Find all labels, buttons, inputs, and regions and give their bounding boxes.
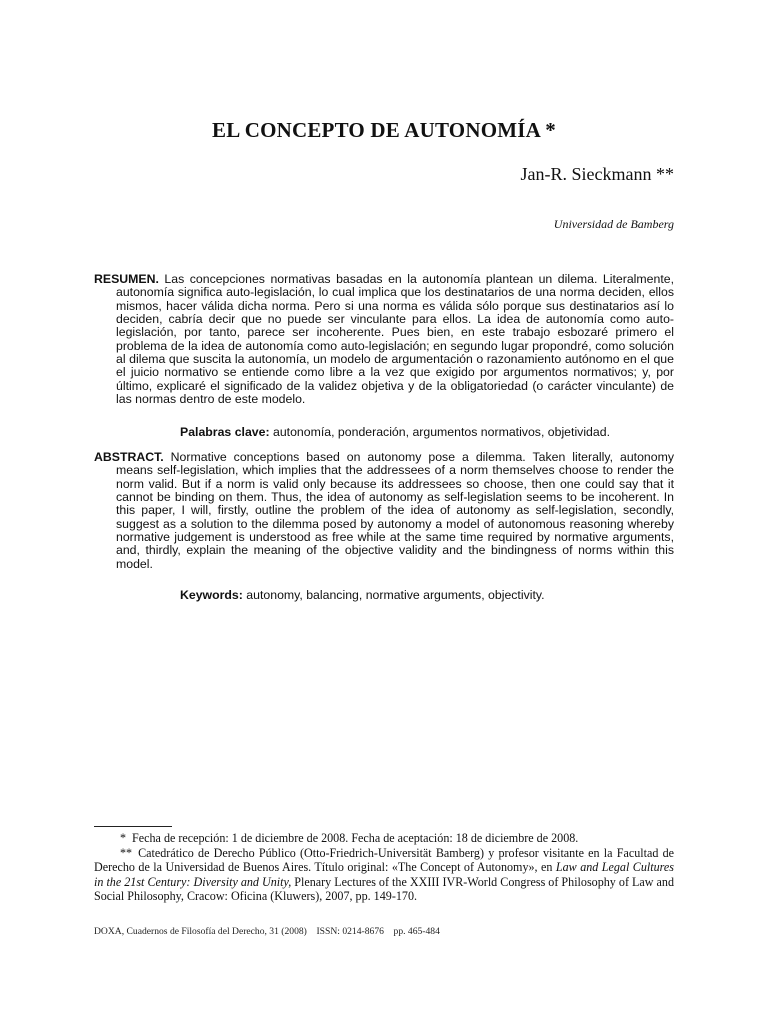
title-footnote-mark: * <box>545 118 556 142</box>
article-title <box>0 118 768 143</box>
footnote-1 <box>94 831 674 846</box>
abstract-label: ABSTRACT. <box>94 450 164 464</box>
page-footer <box>94 926 440 937</box>
footnote-2-text-b: Plenary Lectures of the XXIII IVR-World Congress of Philosophy of Law and Social Philosophy, Cracow: Oficina (Kluwers), 2007, pp. 149-170. <box>94 874 674 903</box>
keywords-label: Keywords: <box>180 588 243 602</box>
palabras-clave-text: autonomía, ponderación, argumentos normativos, objetividad. <box>272 425 610 439</box>
footnote-1-text: Fecha de recepción: 1 de diciembre de 2008. Fecha de aceptación: 18 de diciembre de 2008. <box>132 831 579 845</box>
palabras-clave-label: Palabras clave: <box>180 425 270 439</box>
footer-journal: DOXA, Cuadernos de Filosofía del Derecho, 31 (2008) <box>94 926 307 937</box>
footnote-divider <box>94 826 172 827</box>
footnote-2-mark: ** <box>120 845 133 860</box>
abstract-text: Normative conceptions based on autonomy pose a dilemma. Taken literally, autonomy means self-legislation, which implies that the addressees of a norm themselves choose to render the norm valid. But if a norm is valid only because its addressees so choose, then one could say that it cannot be binding on them. Thus, the idea of autonomy as self-legislation seems to be incoherent. In this paper, I will, firstly, outline the problem of the idea of autonomy as self-legislation, secondly, suggest as a solution to the dilemma posed by autonomy a model of autonomous reasoning whereby normative judgement is understood as free while at the same time required by normative arguments, and, thirdly, explain the meaning of the objective validity and the bindingness of norms within this model. <box>116 450 675 571</box>
abstract-paragraph <box>94 451 674 571</box>
resumen-label: RESUMEN. <box>94 272 159 286</box>
footnote-1-mark: * <box>120 831 127 845</box>
footnote-2-text-a: Catedrático de Derecho Público (Otto-Friedrich-Universität Bamberg) y profesor visitante en la Facultad de Derecho de la Universidad de Buenos Aires. Título original: «The Concept of Autonomy», en <box>94 845 674 874</box>
keywords-line <box>180 588 545 602</box>
author-name <box>521 164 674 185</box>
footnotes <box>94 831 674 904</box>
footnote-2 <box>94 846 674 904</box>
resumen-paragraph <box>94 273 674 406</box>
article-title-text: EL CONCEPTO DE AUTONOMÍA <box>212 118 540 142</box>
palabras-clave-line <box>180 425 610 439</box>
resumen-text: Las concepciones normativas basadas en la autonomía plantean un dilema. Literalmente, autonomía significa auto-legislación, lo cual implica que los destinatarios de una norma deciden, ellos mismos, hacer válida dicha norma. Pero si una norma es válida sólo porque sus destinatarios así lo deciden, cabría decir que no puede ser vinculante para ellos. La idea de autonomía como auto-legislación, por tanto, parece ser incoherente. Pues bien, en este trabajo esbozaré primero el problema de la idea de autonomía como auto-legislación; en segundo lugar propondré, como solución al dilema que suscita la autonomía, un modelo de argumentación o razonamiento autónomo en el que el juicio normativo se entiende como libre a la vez que exigido por argumentos normativos; y, por último, explicaré el significado de la validez objetiva y de la obligatoriedad (o carácter vinculante) de las normas dentro de este modelo. <box>116 272 674 407</box>
footnote-2-book-title: Law and Legal Cultures in the 21st Century: Diversity and Unity, <box>94 860 675 889</box>
footer-pages: pp. 465-484 <box>393 926 440 937</box>
footer-issn: ISSN: 0214-8676 <box>316 926 384 937</box>
author-affiliation: Universidad de Bamberg <box>553 217 674 231</box>
author-name-text: Jan-R. Sieckmann <box>520 164 652 184</box>
author-footnote-mark: ** <box>656 164 674 184</box>
keywords-text: autonomy, balancing, normative arguments, objectivity. <box>246 588 545 602</box>
